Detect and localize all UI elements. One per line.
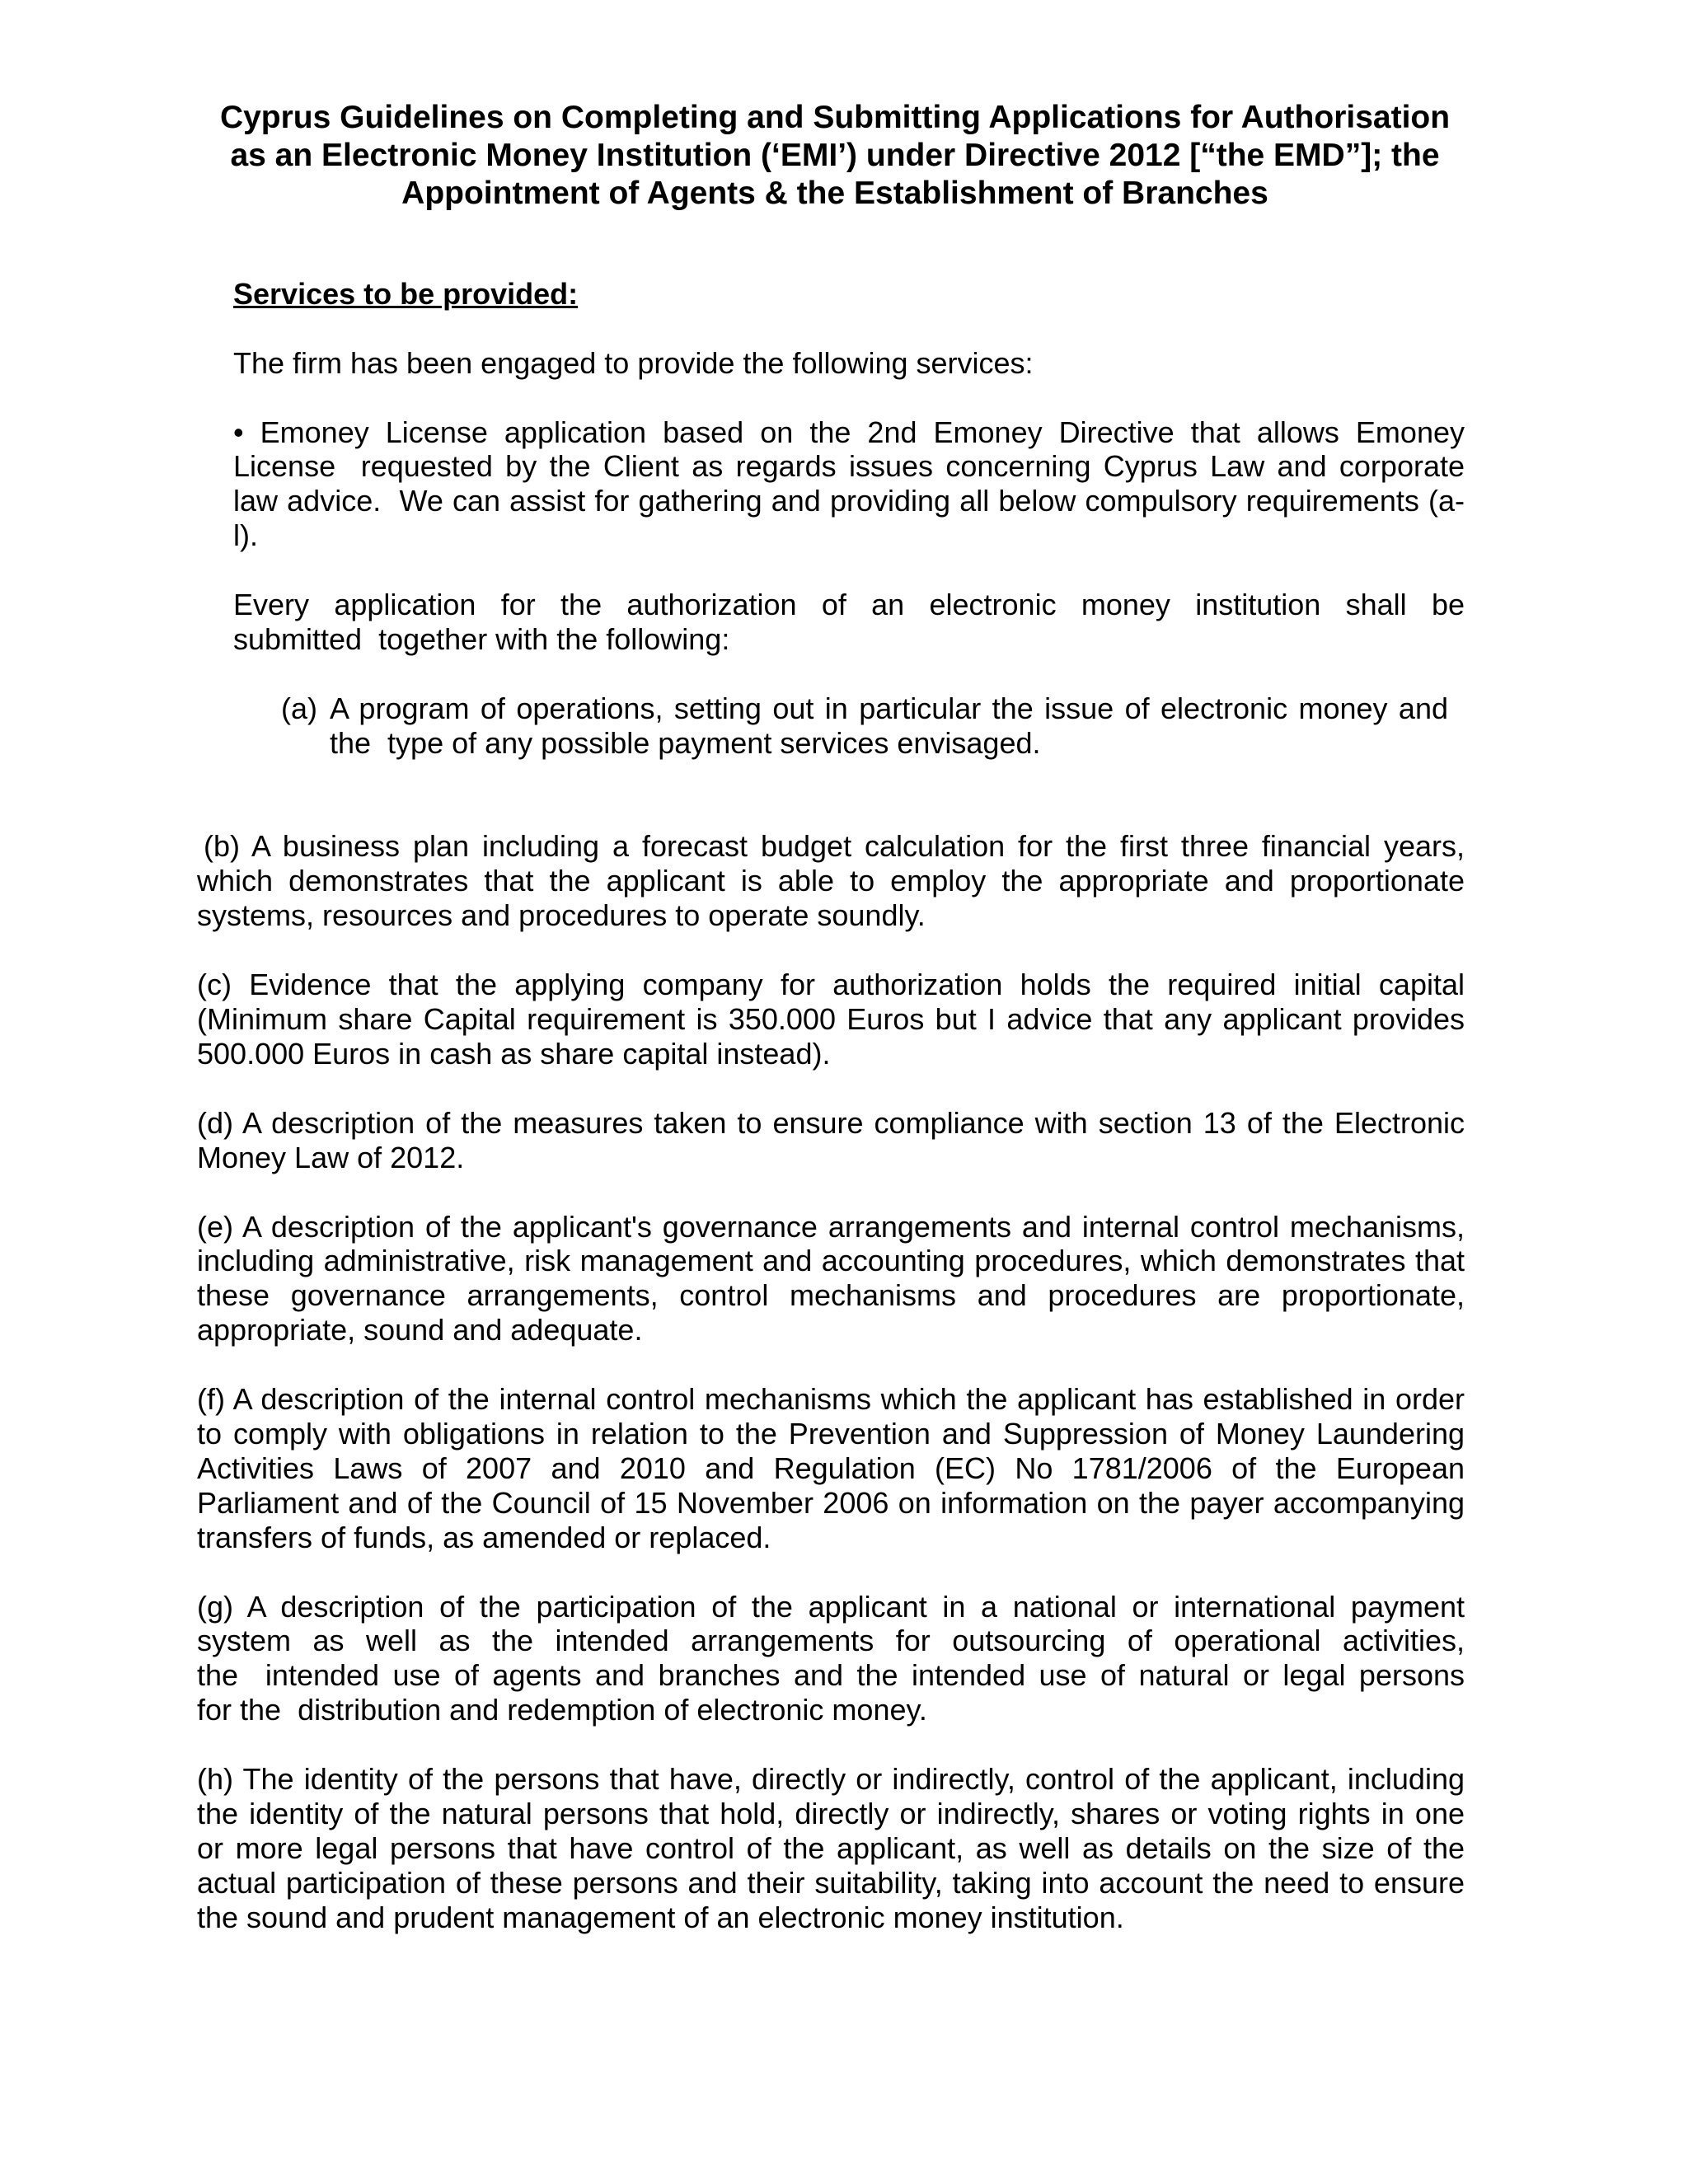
paragraph-line: Money Law of 2012. bbox=[197, 1140, 465, 1174]
paragraph-line: (Minimum share Capital requirement is 350.000 Euros but I advice that any applicant provides bbox=[197, 1002, 1465, 1036]
paragraph-line: transfers of funds, as amended or replaced. bbox=[197, 1520, 771, 1554]
paragraph-line: appropriate, sound and adequate. bbox=[197, 1313, 643, 1347]
paragraph-line: Activities Laws of 2007 and 2010 and Regulation (EC) No 1781/2006 of the European bbox=[197, 1451, 1465, 1485]
requirement-d bbox=[197, 1106, 1465, 1175]
paragraph-line: the sound and prudent management of an electronic money institution. bbox=[197, 1900, 1124, 1934]
paragraph-line: (c) Evidence that the applying company for authorization holds the required initial capital bbox=[197, 968, 1465, 1002]
paragraph-line: for the distribution and redemption of electronic money. bbox=[197, 1693, 927, 1727]
paragraph-line: law advice. We can assist for gathering and providing all below compulsory requirements (a- bbox=[233, 484, 1465, 518]
paragraph-line: the type of any possible payment services envisaged. bbox=[330, 725, 1041, 760]
paragraph-line: A program of operations, setting out in particular the issue of electronic money and bbox=[330, 691, 1448, 725]
requirement-b bbox=[197, 829, 1465, 933]
paragraph-line: • Emoney License application based on the 2nd Emoney Directive that allows Emoney bbox=[233, 415, 1465, 449]
paragraph-line: (f) A description of the internal control mechanisms which the applicant has established in order bbox=[197, 1382, 1465, 1416]
paragraph-line: (b) A business plan including a forecast budget calculation for the first three financial years, bbox=[204, 829, 1465, 864]
title-line: Cyprus Guidelines on Completing and Submitting Applications for Authorisation bbox=[219, 100, 1451, 135]
paragraph-line: which demonstrates that the applicant is able to employ the appropriate and proportionate bbox=[197, 864, 1465, 898]
requirement-h bbox=[197, 1762, 1465, 1935]
paragraph-line: (d) A description of the measures taken to ensure compliance with section 13 of the Electronic bbox=[197, 1105, 1465, 1140]
paragraph-line: Parliament and of the Council of 15 November 2006 on information on the payer accompanying bbox=[197, 1485, 1465, 1520]
paragraph-line: or more legal persons that have control of the applicant, as well as details on the size of the bbox=[197, 1830, 1465, 1865]
section-heading-block bbox=[233, 277, 1465, 312]
requirement-f bbox=[197, 1382, 1465, 1555]
paragraph-application-intro bbox=[233, 588, 1465, 657]
title-line: Appointment of Agents & the Establishment of Branches bbox=[401, 176, 1268, 211]
paragraph-line: The firm has been engaged to provide the following services: bbox=[233, 345, 1034, 380]
paragraph-line: submitted together with the following: bbox=[233, 622, 730, 656]
paragraph-line: 500.000 Euros in cash as share capital instead). bbox=[197, 1036, 831, 1071]
paragraph-line: actual participation of these persons and their suitability, taking into account the need to ensure bbox=[197, 1865, 1465, 1900]
paragraph-line: these governance arrangements, control mechanisms and procedures are proportionate, bbox=[197, 1278, 1465, 1313]
paragraph-line: the identity of the natural persons that hold, directly or indirectly, shares or voting rights in one bbox=[197, 1796, 1465, 1830]
paragraph-line: system as well as the intended arrangements for outsourcing of operational activities, bbox=[197, 1624, 1465, 1658]
requirement-a bbox=[281, 691, 1448, 761]
section-heading: Services to be provided: bbox=[233, 276, 579, 311]
paragraph-line: including administrative, risk management and accounting procedures, which demonstrates that bbox=[197, 1244, 1465, 1278]
requirement-label: (a) bbox=[281, 691, 317, 725]
requirement-e bbox=[197, 1210, 1465, 1348]
paragraph-line: l). bbox=[233, 518, 258, 553]
requirement-c bbox=[197, 968, 1465, 1071]
paragraph-line: License requested by the Client as regards issues concerning Cyprus Law and corporate bbox=[233, 449, 1465, 484]
bullet-item bbox=[233, 415, 1465, 554]
paragraph-line: (e) A description of the applicant's governance arrangements and internal control mechanisms, bbox=[197, 1209, 1465, 1244]
paragraph-line: systems, resources and procedures to operate soundly. bbox=[197, 898, 926, 933]
paragraph-line: (h) The identity of the persons that have, directly or indirectly, control of the applicant, including bbox=[197, 1762, 1465, 1796]
title-line: as an Electronic Money Institution (‘EMI’) under Directive 2012 [“the EMD”]; the bbox=[230, 138, 1440, 173]
requirement-g bbox=[197, 1590, 1465, 1728]
paragraph-line: to comply with obligations in relation to the Prevention and Suppression of Money Laundering bbox=[197, 1416, 1465, 1451]
paragraph-intro bbox=[233, 346, 1465, 381]
document-title bbox=[197, 99, 1473, 213]
paragraph-line: Every application for the authorization of an electronic money institution shall be bbox=[233, 588, 1465, 622]
paragraph-line: (g) A description of the participation of the applicant in a national or international payment bbox=[197, 1589, 1465, 1624]
paragraph-line: the intended use of agents and branches and the intended use of natural or legal persons bbox=[197, 1658, 1465, 1693]
